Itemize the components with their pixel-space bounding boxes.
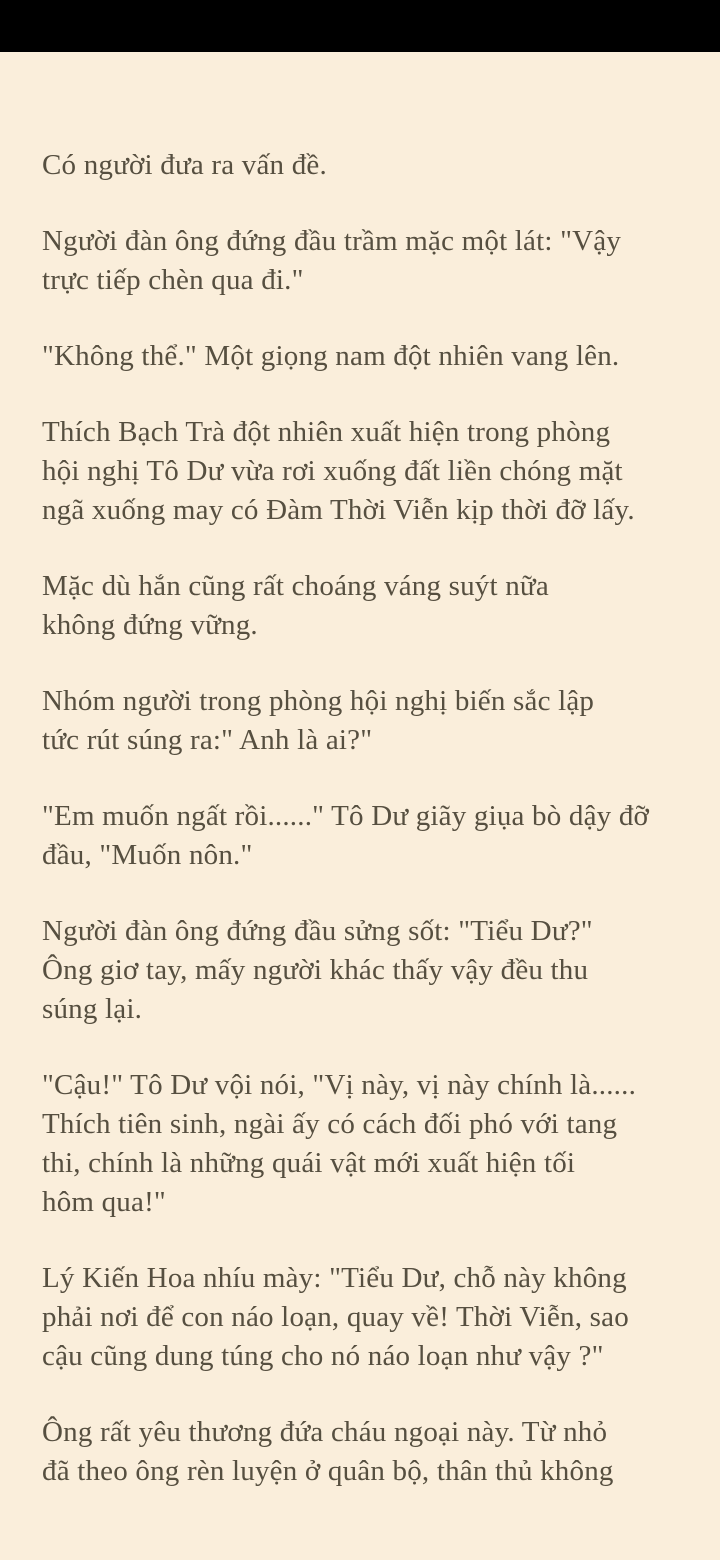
reading-area[interactable] (0, 52, 720, 1560)
paragraph: "Không thể." Một giọng nam đột nhiên vang lên. (42, 340, 620, 372)
paragraph: Lý Kiến Hoa nhíu mày: "Tiểu Dư, chỗ này không phải nơi để con náo loạn, quay về! Thời Viễn, sao cậu cũng dung túng cho nó náo loạn như vậy ?" (42, 1262, 629, 1372)
paragraph: Người đàn ông đứng đầu trầm mặc một lát: "Vậy trực tiếp chèn qua đi." (42, 225, 622, 296)
paragraph: "Cậu!" Tô Dư vội nói, "Vị này, vị này chính là...... Thích tiên sinh, ngài ấy có cách đối phó với tang thi, chính là những quái vật mới xuất hiện tối hôm qua!" (42, 1069, 637, 1218)
status-bar (0, 0, 720, 52)
paragraph: Thích Bạch Trà đột nhiên xuất hiện trong phòng hội nghị Tô Dư vừa rơi xuống đất liền chóng mặt ngã xuống may có Đàm Thời Viễn kịp thời đỡ lấy. (42, 416, 635, 526)
paragraph: Mặc dù hắn cũng rất choáng váng suýt nữa không đứng vững. (42, 570, 549, 641)
paragraph: Ông rất yêu thương đứa cháu ngoại này. Từ nhỏ đã theo ông rèn luyện ở quân bộ, thân thủ không (42, 1416, 614, 1487)
paragraph: Có người đưa ra vấn đề. (42, 149, 327, 181)
paragraph: Nhóm người trong phòng hội nghị biến sắc lập tức rút súng ra:" Anh là ai?" (42, 685, 595, 756)
paragraph: Người đàn ông đứng đầu sửng sốt: "Tiểu Dư?" Ông giơ tay, mấy người khác thấy vậy đều thu súng lại. (42, 915, 593, 1025)
paragraph: "Em muốn ngất rồi......" Tô Dư giãy giụa bò dậy đỡ đầu, "Muốn nôn." (42, 800, 650, 871)
